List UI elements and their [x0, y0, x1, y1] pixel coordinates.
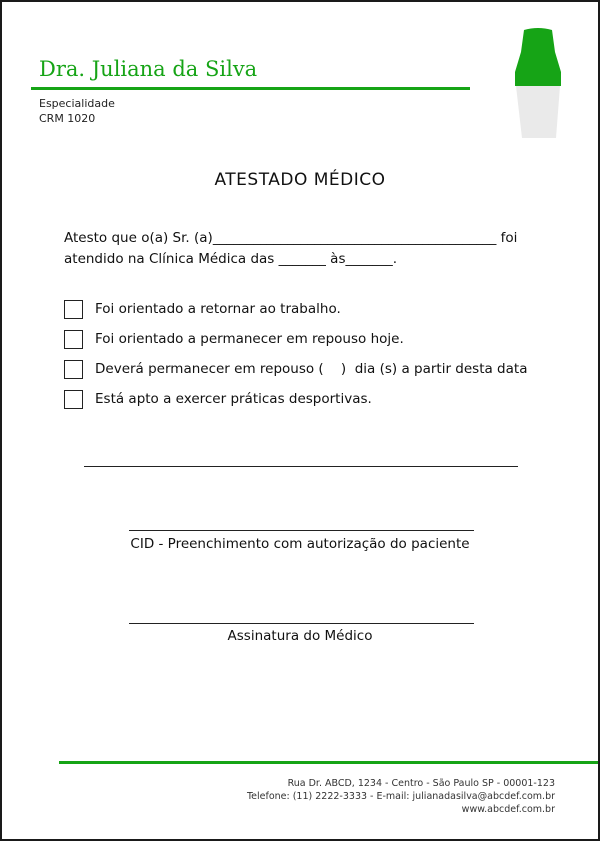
footer-contact: Telefone: (11) 2222-3333 - E-mail: julianadasilva@abcdef.com.br: [246, 791, 555, 802]
doctor-signature-line: [129, 623, 474, 624]
checklist-label: Foi orientado a permanecer em repouso hoje.: [95, 331, 404, 347]
checklist-item-rest-today[interactable]: [64, 328, 404, 350]
checklist-label: Está apto a exercer práticas desportivas.: [95, 391, 372, 407]
checkbox[interactable]: [64, 300, 83, 319]
cid-label: CID - Preenchimento com autorização do paciente: [130, 536, 470, 552]
checkbox[interactable]: [64, 330, 83, 349]
checkbox[interactable]: [64, 360, 83, 379]
tooth-icon: [514, 28, 562, 140]
footer-address: Rua Dr. ABCD, 1234 - Centro - São Paulo SP - 00001-123: [287, 778, 555, 789]
cid-signature-line: [129, 530, 474, 531]
header-rule: [31, 87, 470, 90]
footer-rule: [59, 761, 598, 764]
specialty-label: Especialidade: [39, 97, 115, 110]
checklist-item-return-work[interactable]: [64, 298, 341, 320]
checklist-item-sports-fit[interactable]: [64, 388, 372, 410]
tooth-top-part: [515, 28, 561, 86]
document-title: ATESTADO MÉDICO: [214, 170, 386, 190]
checklist-item-rest-days[interactable]: [64, 358, 527, 380]
footer-website: www.abcdef.com.br: [461, 804, 555, 815]
attest-line-1: Atesto que o(a) Sr. (a)__________________________________________ foi: [64, 230, 518, 246]
checklist-label: Foi orientado a retornar ao trabalho.: [95, 301, 341, 317]
attest-line-2: atendido na Clínica Médica das _______ às_______.: [64, 251, 398, 267]
checkbox[interactable]: [64, 390, 83, 409]
free-text-line: [84, 466, 518, 467]
checklist-label: Deverá permanecer em repouso ( ) dia (s) a partir desta data: [95, 361, 528, 377]
doctor-signature-label: Assinatura do Médico: [227, 628, 373, 644]
crm-label: CRM 1020: [39, 112, 96, 125]
doctor-name: Dra. Juliana da Silva: [39, 57, 258, 81]
tooth-bottom-part: [516, 86, 560, 138]
